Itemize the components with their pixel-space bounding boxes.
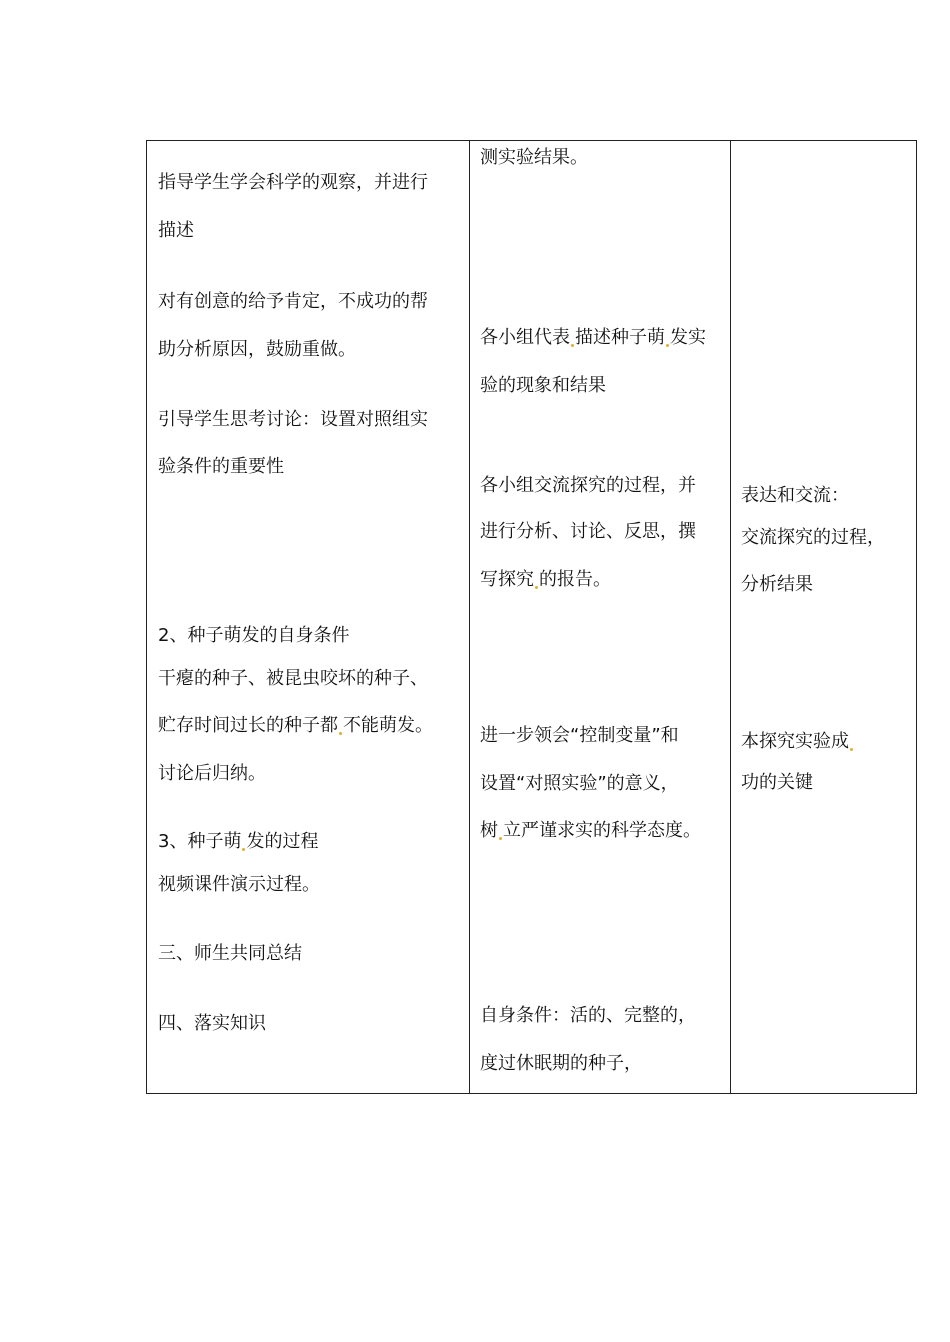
col3-line: 本探究实验成 xyxy=(741,731,854,753)
col1-line: 讨论后归纳。 xyxy=(158,763,266,784)
section-heading: 2、种子萌发的自身条件 xyxy=(158,625,350,646)
mark-dot xyxy=(666,344,669,347)
col1-line: 干瘪的种子、被昆虫咬坏的种子、 xyxy=(158,668,428,689)
col2-line: 度过休眠期的种子， xyxy=(480,1053,642,1074)
col3-line: 功的关键 xyxy=(741,772,813,793)
col2-line: 设置“对照实验”的意义， xyxy=(480,773,679,794)
section-heading: 三、师生共同总结 xyxy=(158,943,302,964)
mark-dot xyxy=(535,586,538,589)
section-heading: 四、落实知识 xyxy=(158,1013,266,1034)
col2-line: 各小组交流探究的过程，并 xyxy=(480,475,696,496)
col1-line: 对有创意的给予肯定，不成功的帮 xyxy=(158,291,428,312)
column-divider xyxy=(730,141,731,1093)
col1-line: 指导学生学会科学的观察，并进行 xyxy=(158,172,428,193)
column-divider xyxy=(469,141,470,1093)
col2-line: 进行分析、讨论、反思，撰 xyxy=(480,521,696,542)
mark-dot xyxy=(850,748,853,751)
col2-line: 自身条件：活的、完整的， xyxy=(480,1005,696,1026)
mark-dot xyxy=(571,344,574,347)
col2-line: 进一步领会“控制变量”和 xyxy=(480,725,679,746)
mark-dot xyxy=(499,837,502,840)
col1-line: 贮存时间过长的种子都 不能萌发。 xyxy=(158,715,433,736)
col2-line: 树 立严谨求实的科学态度。 xyxy=(480,820,701,841)
mark-dot xyxy=(339,732,342,735)
col2-line: 写探究 的报告。 xyxy=(480,569,611,590)
col3-line: 分析结果 xyxy=(741,574,813,595)
col2-line: 各小组代表 描述种子萌 发实 xyxy=(480,327,706,348)
col1-line: 引导学生思考讨论：设置对照组实 xyxy=(158,409,428,430)
col1-line: 视频课件演示过程。 xyxy=(158,874,320,895)
col3-line: 表达和交流： xyxy=(741,485,849,506)
col2-line: 测实验结果。 xyxy=(480,147,588,168)
col1-line: 描述 xyxy=(158,220,194,241)
section-heading: 3、种子萌 发的过程 xyxy=(158,831,319,852)
col1-line: 助分析原因，鼓励重做。 xyxy=(158,339,356,360)
col1-line: 验条件的重要性 xyxy=(158,456,284,477)
col2-line: 验的现象和结果 xyxy=(480,375,606,396)
col3-line: 交流探究的过程， xyxy=(741,527,885,548)
mark-dot xyxy=(242,848,245,851)
